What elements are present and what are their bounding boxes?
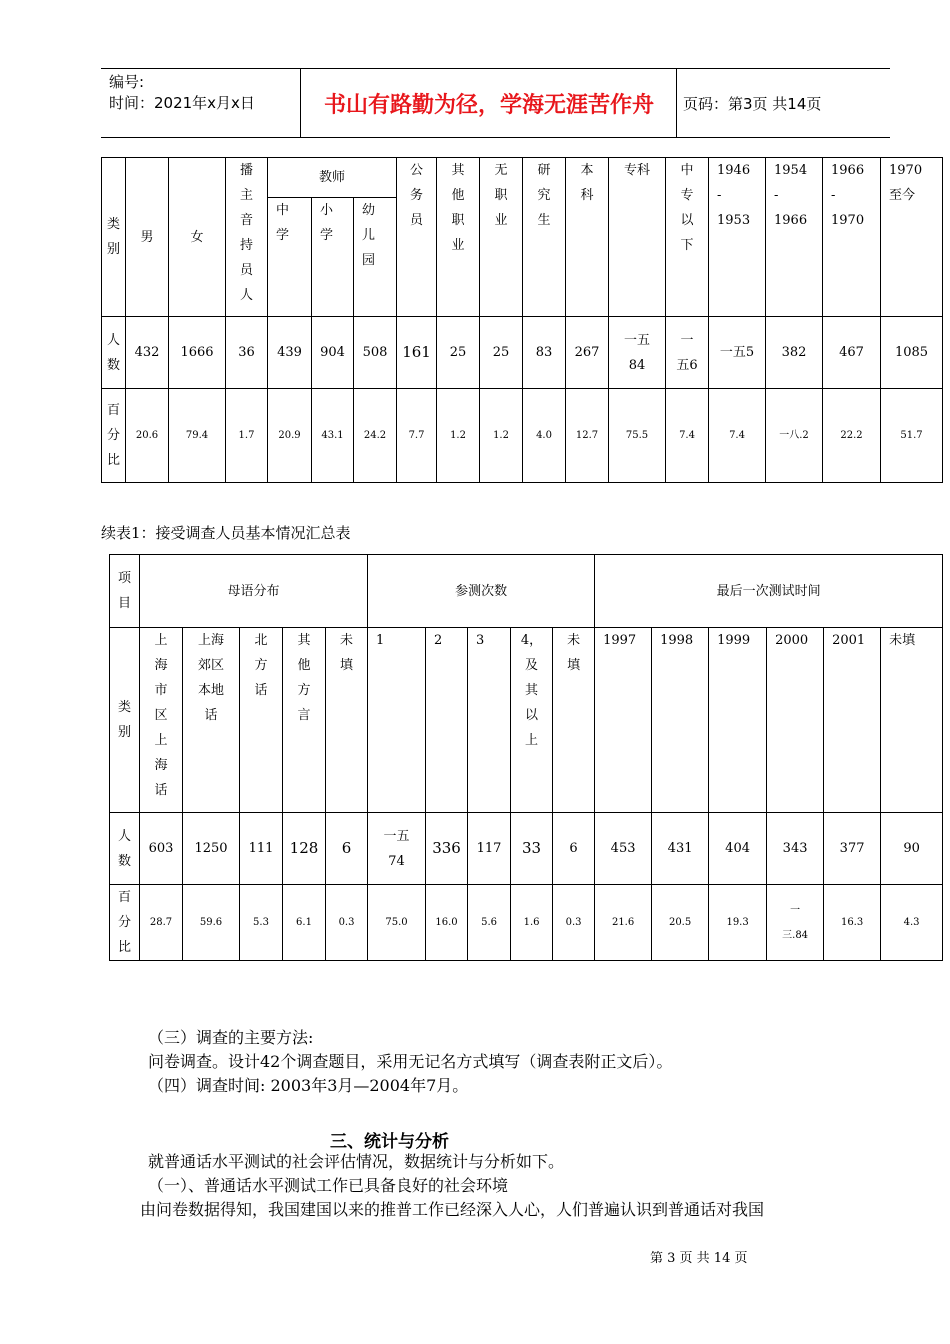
t2-rowhead-count: 人 数 [110, 813, 140, 885]
t1-head-host: 播 主 音 持 员 人 [226, 158, 268, 317]
t2-percent: 19.3 [709, 885, 767, 961]
t2-head-other-dialect: 其 他 方 言 [283, 628, 326, 813]
t1-percent: 43.1 [312, 389, 354, 483]
t1-row-counts [102, 317, 943, 389]
t2-count: 1250 [183, 813, 240, 885]
t1-rowhead-count: 人 数 [102, 317, 126, 389]
t1-head-grad: 研 究 生 [523, 158, 566, 317]
t1-percent: 7.4 [666, 389, 709, 483]
t1-row-percents [102, 389, 943, 483]
t1-percent: 4.0 [523, 389, 566, 483]
t1-head-1966: 1966 - 1970 [823, 158, 881, 317]
t1-head-kinder: 幼 儿 园 [354, 198, 397, 317]
t1-head-other: 其 他 职 业 [437, 158, 480, 317]
t1-percent: 1.2 [480, 389, 523, 483]
t1-rowhead-category: 类 别 [102, 158, 126, 317]
t2-percent: 5.3 [240, 885, 283, 961]
t2-head-2000: 2000 [767, 628, 824, 813]
t2-row-counts [110, 813, 943, 885]
t2-count: 128 [283, 813, 326, 885]
t2-count: 336 [426, 813, 468, 885]
t2-head-shanghai-suburb: 上海 郊区 本地 话 [183, 628, 240, 813]
t1-count: 904 [312, 317, 354, 389]
t1-head-primary: 小 学 [312, 198, 354, 317]
t2-percent: 59.6 [183, 885, 240, 961]
section-heading: 三、统计与分析 [330, 1132, 449, 1152]
t2-percent: 75.0 [368, 885, 426, 961]
t2-percent: 16.0 [426, 885, 468, 961]
t1-count: 439 [268, 317, 312, 389]
table-personnel-basic [101, 157, 943, 483]
t1-count: 467 [823, 317, 881, 389]
t2-head-four-plus: 4， 及 其 以 上 [511, 628, 553, 813]
t1-percent: 一八.2 [766, 389, 823, 483]
table-caption: 续表1：接受调查人员基本情况汇总表 [101, 524, 351, 542]
t2-rowhead-percent: 百 分 比 [110, 885, 140, 961]
t2-count: 111 [240, 813, 283, 885]
t1-count: 161 [397, 317, 437, 389]
t2-count: 6 [553, 813, 595, 885]
t2-count: 343 [767, 813, 824, 885]
t2-count: 431 [652, 813, 709, 885]
header-motto: 书山有路勤为径，学海无涯苦作舟 [302, 69, 677, 137]
t2-percent: 21.6 [595, 885, 652, 961]
t2-percent: 6.1 [283, 885, 326, 961]
t2-count: 404 [709, 813, 767, 885]
t2-percent: 0.3 [326, 885, 368, 961]
subsection-title: （一）、普通话水平测试工作已具备良好的社会环境 [148, 1176, 509, 1195]
t1-count: 382 [766, 317, 823, 389]
t1-head-nojob: 无 职 业 [480, 158, 523, 317]
t1-count: 一 五6 [666, 317, 709, 389]
t2-head-unfilled: 未 填 [326, 628, 368, 813]
t2-percent: 5.6 [468, 885, 511, 961]
section-survey-time: （四）调查时间: 2003年3月—2004年7月。 [148, 1076, 469, 1095]
t2-percent: 一 三.84 [767, 885, 824, 961]
t2-count: 453 [595, 813, 652, 885]
table-survey-continued [109, 554, 943, 961]
t1-count: 25 [480, 317, 523, 389]
t1-percent: 1.2 [437, 389, 480, 483]
t2-head-unfilled: 未 填 [553, 628, 595, 813]
t1-percent: 7.7 [397, 389, 437, 483]
t2-group-last-test: 最后一次测试时间 [595, 555, 943, 628]
t1-percent: 51.7 [881, 389, 943, 483]
t2-head-1998: 1998 [652, 628, 709, 813]
section-method-title: （三）调查的主要方法: [148, 1028, 314, 1047]
t2-count: 一五 74 [368, 813, 426, 885]
t1-percent: 20.9 [268, 389, 312, 483]
t2-percent: 28.7 [140, 885, 183, 961]
t2-head-northern: 北 方 话 [240, 628, 283, 813]
t2-count: 90 [881, 813, 943, 885]
t1-percent: 12.7 [566, 389, 609, 483]
t2-head-1999: 1999 [709, 628, 767, 813]
t1-count: 25 [437, 317, 480, 389]
t2-head-twice: 2 [426, 628, 468, 813]
t1-head-teacher: 教师 [268, 158, 397, 198]
t2-head-unfilled: 未填 [881, 628, 943, 813]
t1-percent: 75.5 [609, 389, 666, 483]
t2-head-once: 1 [368, 628, 426, 813]
t1-count: 508 [354, 317, 397, 389]
t1-count: 267 [566, 317, 609, 389]
t1-head-1946: 1946 - 1953 [709, 158, 766, 317]
t2-percent: 16.3 [824, 885, 881, 961]
t2-percent: 4.3 [881, 885, 943, 961]
t2-count: 33 [511, 813, 553, 885]
t2-head-2001: 2001 [824, 628, 881, 813]
t2-row-percents [110, 885, 943, 961]
t1-percent: 79.4 [169, 389, 226, 483]
t1-head-below: 中 专 以 下 [666, 158, 709, 317]
t2-head-shanghai-city: 上 海 市 区 上 海 话 [140, 628, 183, 813]
t1-head-male: 男 [126, 158, 169, 317]
t2-rowhead-category: 类 别 [110, 628, 140, 813]
header-number: 编号: [109, 73, 145, 91]
t1-count: 一五5 [709, 317, 766, 389]
t2-percent: 1.6 [511, 885, 553, 961]
t1-head-1970: 1970 至今 [881, 158, 943, 317]
t2-count: 6 [326, 813, 368, 885]
t2-rowhead-item: 项 目 [110, 555, 140, 628]
t2-count: 117 [468, 813, 511, 885]
section-method-text: 问卷调查。设计42个调查题目，采用无记名方式填写（调查表附正文后）。 [148, 1052, 673, 1071]
header-page: 页码：第3页 共14页 [683, 94, 822, 113]
t1-percent: 22.2 [823, 389, 881, 483]
t1-count: 一五 84 [609, 317, 666, 389]
t1-count: 1085 [881, 317, 943, 389]
page-footer: 第 3 页 共 14 页 [650, 1251, 748, 1266]
t1-percent: 7.4 [709, 389, 766, 483]
t1-percent: 20.6 [126, 389, 169, 483]
header-meta [101, 69, 301, 137]
t1-head-middle: 中 学 [268, 198, 312, 317]
t1-rowhead-percent: 百 分 比 [102, 389, 126, 483]
t2-head-1997: 1997 [595, 628, 652, 813]
t1-percent: 1.7 [226, 389, 268, 483]
t2-percent: 20.5 [652, 885, 709, 961]
t1-percent: 24.2 [354, 389, 397, 483]
paragraph-intro: 就普通话水平测试的社会评估情况，数据统计与分析如下。 [148, 1152, 565, 1171]
t1-count: 83 [523, 317, 566, 389]
t1-head-1954: 1954 - 1966 [766, 158, 823, 317]
t2-count: 377 [824, 813, 881, 885]
t1-head-civil: 公 务 员 [397, 158, 437, 317]
t1-head-college: 专科 [609, 158, 666, 317]
t1-head-female: 女 [169, 158, 226, 317]
header-time: 时间：2021年x月x日 [109, 94, 255, 112]
t1-count: 36 [226, 317, 268, 389]
t2-group-test-times: 参测次数 [368, 555, 595, 628]
t2-head-thrice: 3 [468, 628, 511, 813]
t2-count: 603 [140, 813, 183, 885]
page-header [101, 68, 890, 138]
t2-group-mother-tongue: 母语分布 [140, 555, 368, 628]
t1-count: 432 [126, 317, 169, 389]
t2-percent: 0.3 [553, 885, 595, 961]
t1-head-bachelor: 本 科 [566, 158, 609, 317]
paragraph-body: 由问卷数据得知，我国建国以来的推普工作已经深入人心，人们普遍认识到普通话对我国 [140, 1200, 765, 1219]
t1-count: 1666 [169, 317, 226, 389]
